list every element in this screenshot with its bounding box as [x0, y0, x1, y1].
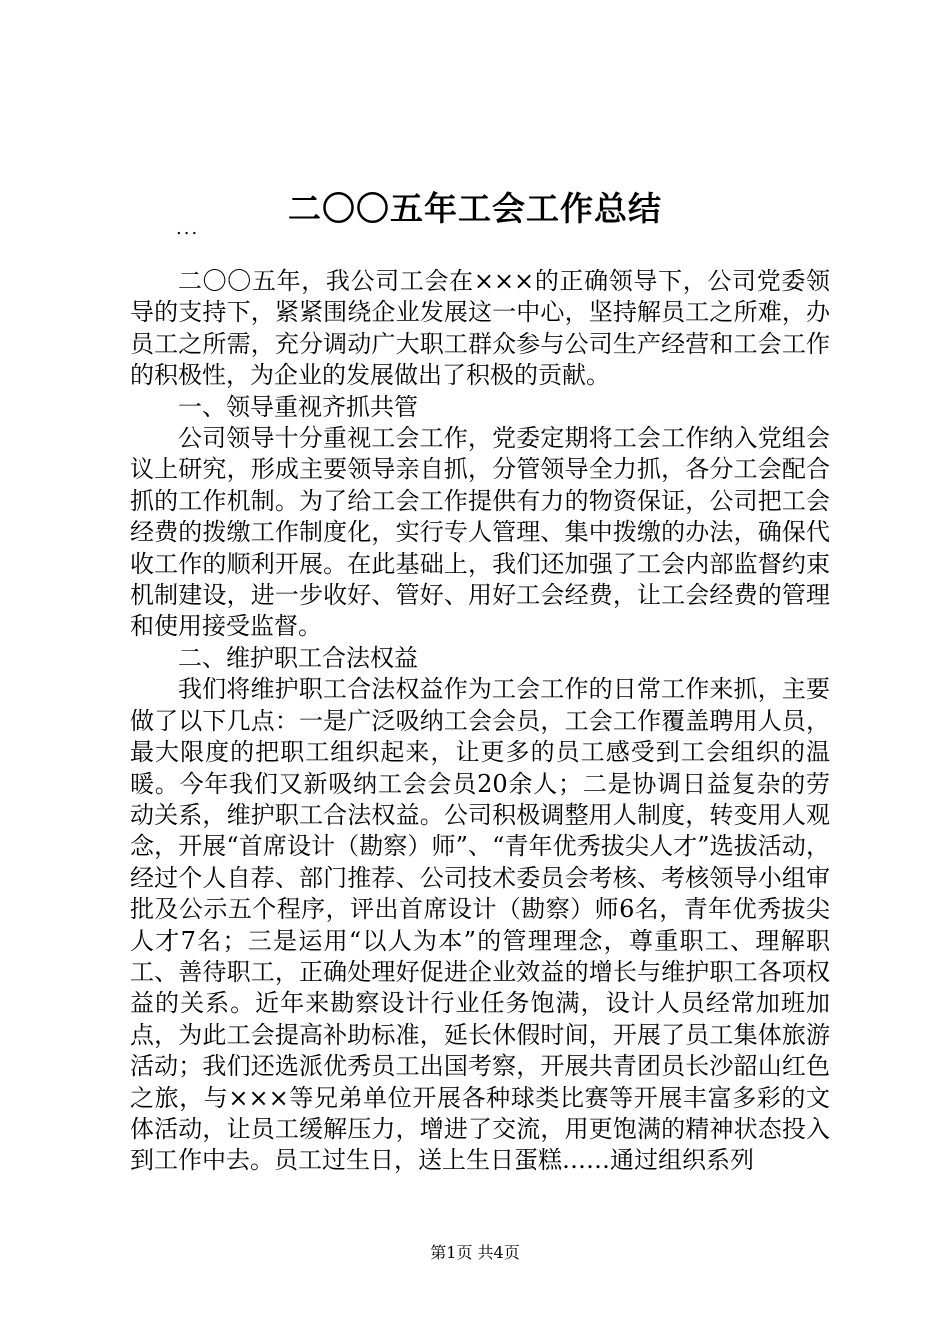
document-title: 二〇〇五年工会工作总结: [288, 189, 662, 228]
section-2-paragraph: 我们将维护职工合法权益作为工会工作的日常工作来抓，主要做了以下几点：一是广泛吸纳工会会员，工会工作覆盖聘用人员，最大限度的把职工组织起来，让更多的员工感受到工会组织的温暖。今年我们又新吸纳工会会员20余人；二是协调日益复杂的劳动关系，维护职工合法权益。公司积极调整用人制度，转变用人观念，开展“首席设计（勘察）师”、“青年优秀拔尖人才”选拔活动，经过个人自荐、部门推荐、公司技术委员会考核、考核领导小组审批及公示五个程序，评出首席设计（勘察）师6名，青年优秀拔尖人才7名；三是运用“以人为本”的管理理念，尊重职工、理解职工、善待职工，正确处理好促进企业效益的增长与维护职工各项权益的关系。近年来勘察设计行业任务饱满，设计人员经常加班加点，为此工会提高补助标准，延长休假时间，开展了员工集体旅游活动；我们还选派优秀员工出国考察，开展共青团员长沙韶山红色之旅，与×××等兄弟单位开展各种球类比赛等开展丰富多彩的文体活动，让员工缓解压力，增进了交流，用更饱满的精神状态投入到工作中去。员工过生日，送上生日蛋糕……通过组织系列: [130, 675, 830, 1175]
section-1-paragraph: 公司领导十分重视工会工作，党委定期将工会工作纳入党组会议上研究，形成主要领导亲自抓，分管领导全力抓，各分工会配合抓的工作机制。为了给工会工作提供有力的物资保证，公司把工会经费的拨缴工作制度化，实行专人管理、集中拨缴的办法，确保代收工作的顺利开展。在此基础上，我们还加强了工会内部监督约束机制建设，进一步收好、管好、用好工会经费，让工会经费的管理和使用接受监督。: [130, 424, 830, 641]
page-footer: 第1页 共4页: [430, 1243, 520, 1262]
section-heading-1: 一、领导重视齐抓共管: [178, 392, 418, 421]
document-body: [130, 266, 830, 1177]
intro-paragraph: 二〇〇五年，我公司工会在×××的正确领导下，公司党委领导的支持下，紧紧围绕企业发展这一中心，坚持解员工之所难，办员工之所需，充分调动广大职工群众参与公司生产经营和工会工作的积极性，为企业的发展做出了积极的贡献。: [130, 267, 830, 390]
ellipsis-marker: ...: [176, 218, 200, 239]
section-heading-2: 二、维护职工合法权益: [178, 643, 418, 672]
